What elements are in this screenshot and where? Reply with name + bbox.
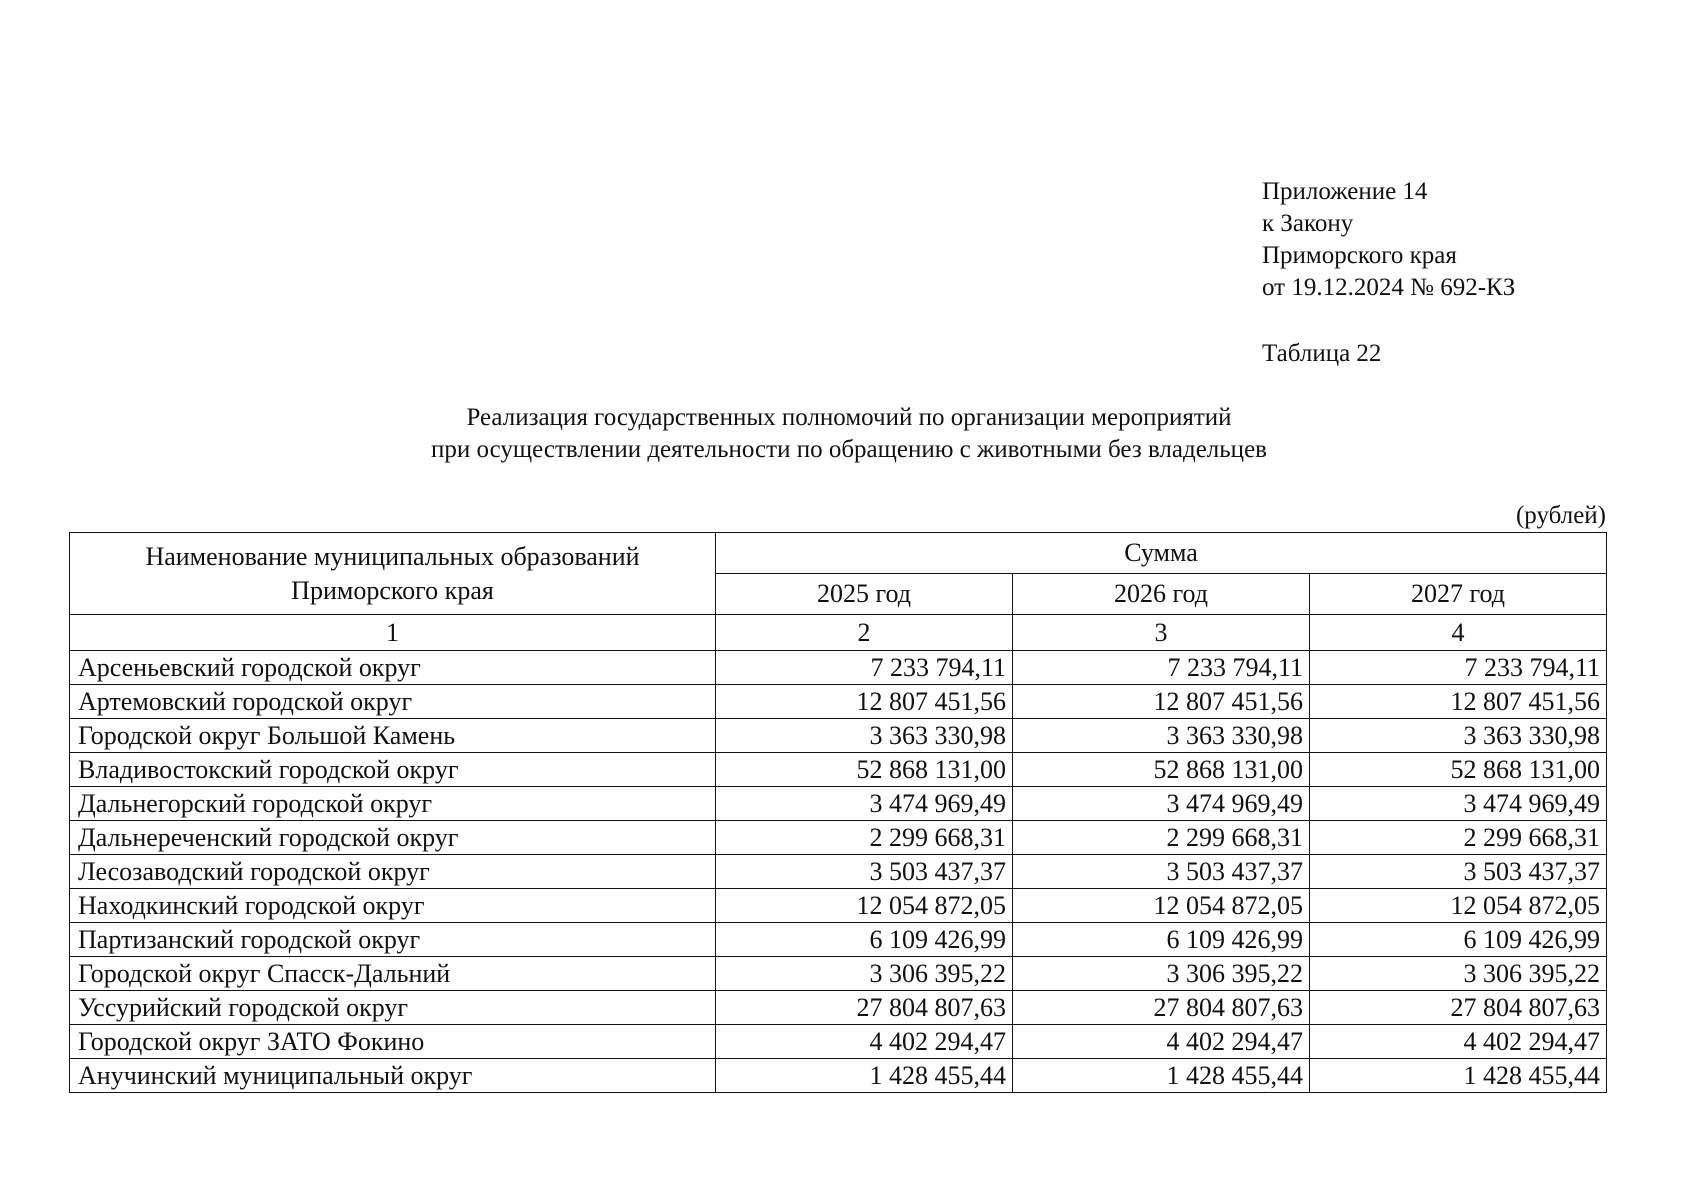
header-municipality-name: Наименование муниципальных образований Приморского края [70, 533, 716, 615]
amount-2025-cell: 12 807 451,56 [716, 685, 1013, 719]
amount-2027-cell: 3 474 969,49 [1310, 787, 1607, 821]
header-sum: Сумма [716, 533, 1607, 574]
municipality-name-cell: Городской округ Спасск-Дальний [70, 957, 716, 991]
amount-2027-cell: 2 299 668,31 [1310, 821, 1607, 855]
units-label: (рублей) [1515, 502, 1606, 529]
appendix-line: к Закону [1262, 210, 1354, 237]
amount-2026-cell: 3 363 330,98 [1013, 719, 1310, 753]
amount-2027-cell: 12 054 872,05 [1310, 889, 1607, 923]
amount-2027-cell: 1 428 455,44 [1310, 1059, 1607, 1093]
appendix-line: от 19.12.2024 № 692-КЗ [1262, 274, 1516, 301]
amount-2027-cell: 6 109 426,99 [1310, 923, 1607, 957]
amount-2027-cell: 12 807 451,56 [1310, 685, 1607, 719]
municipality-name-cell: Владивостокский городской округ [70, 753, 716, 787]
amount-2025-cell: 4 402 294,47 [716, 1025, 1013, 1059]
amount-2027-cell: 7 233 794,11 [1310, 651, 1607, 685]
municipality-name-cell: Арсеньевский городской округ [70, 651, 716, 685]
municipality-name-cell: Дальнегорский городской округ [70, 787, 716, 821]
table-row [70, 889, 1607, 923]
table-number: Таблица 22 [1262, 340, 1382, 367]
header-year-2025: 2025 год [716, 574, 1013, 615]
amount-2025-cell: 3 474 969,49 [716, 787, 1013, 821]
amount-2027-cell: 27 804 807,63 [1310, 991, 1607, 1025]
table-row [70, 855, 1607, 889]
table-row [70, 991, 1607, 1025]
amount-2025-cell: 7 233 794,11 [716, 651, 1013, 685]
column-number-row [70, 615, 1607, 651]
amount-2027-cell: 52 868 131,00 [1310, 753, 1607, 787]
amount-2026-cell: 52 868 131,00 [1013, 753, 1310, 787]
table-row [70, 821, 1607, 855]
municipality-name-cell: Городской округ ЗАТО Фокино [70, 1025, 716, 1059]
table-row [70, 1059, 1607, 1093]
header-year-2026: 2026 год [1013, 574, 1310, 615]
amount-2026-cell: 3 503 437,37 [1013, 855, 1310, 889]
column-number: 1 [70, 615, 716, 651]
amount-2026-cell: 27 804 807,63 [1013, 991, 1310, 1025]
municipality-name-cell: Лесозаводский городской округ [70, 855, 716, 889]
municipality-name-cell: Городской округ Большой Камень [70, 719, 716, 753]
amount-2026-cell: 12 054 872,05 [1013, 889, 1310, 923]
municipality-name-cell: Дальнереченский городской округ [70, 821, 716, 855]
appendix-line: Приморского края [1262, 242, 1457, 269]
amount-2026-cell: 6 109 426,99 [1013, 923, 1310, 957]
appendix-block [1262, 176, 1515, 304]
budget-table [69, 532, 1607, 1093]
document-title-line: Реализация государственных полномочий по организации мероприятий [466, 404, 1232, 431]
amount-2026-cell: 2 299 668,31 [1013, 821, 1310, 855]
table-row [70, 1025, 1607, 1059]
amount-2025-cell: 1 428 455,44 [716, 1059, 1013, 1093]
table-row [70, 719, 1607, 753]
municipality-name-cell: Артемовский городской округ [70, 685, 716, 719]
appendix-line: Приложение 14 [1262, 178, 1428, 205]
amount-2025-cell: 27 804 807,63 [716, 991, 1013, 1025]
amount-2026-cell: 1 428 455,44 [1013, 1059, 1310, 1093]
amount-2026-cell: 3 474 969,49 [1013, 787, 1310, 821]
column-number: 3 [1013, 615, 1310, 651]
amount-2027-cell: 3 363 330,98 [1310, 719, 1607, 753]
amount-2025-cell: 3 306 395,22 [716, 957, 1013, 991]
table-row [70, 787, 1607, 821]
amount-2027-cell: 3 306 395,22 [1310, 957, 1607, 991]
amount-2025-cell: 3 503 437,37 [716, 855, 1013, 889]
amount-2025-cell: 12 054 872,05 [716, 889, 1013, 923]
amount-2026-cell: 7 233 794,11 [1013, 651, 1310, 685]
municipality-name-cell: Анучинский муниципальный округ [70, 1059, 716, 1093]
document-title-line: при осуществлении деятельности по обращению с животными без владельцев [431, 436, 1267, 463]
document-title [0, 402, 1698, 466]
amount-2027-cell: 4 402 294,47 [1310, 1025, 1607, 1059]
amount-2026-cell: 3 306 395,22 [1013, 957, 1310, 991]
amount-2025-cell: 3 363 330,98 [716, 719, 1013, 753]
municipality-name-cell: Уссурийский городской округ [70, 991, 716, 1025]
amount-2025-cell: 2 299 668,31 [716, 821, 1013, 855]
amount-2026-cell: 4 402 294,47 [1013, 1025, 1310, 1059]
header-year-2027: 2027 год [1310, 574, 1607, 615]
column-number: 4 [1310, 615, 1607, 651]
municipality-name-cell: Находкинский городской округ [70, 889, 716, 923]
amount-2025-cell: 6 109 426,99 [716, 923, 1013, 957]
table-row [70, 923, 1607, 957]
column-number: 2 [716, 615, 1013, 651]
amount-2026-cell: 12 807 451,56 [1013, 685, 1310, 719]
table-row [70, 651, 1607, 685]
table-row [70, 685, 1607, 719]
municipality-name-cell: Партизанский городской округ [70, 923, 716, 957]
table-row [70, 957, 1607, 991]
amount-2027-cell: 3 503 437,37 [1310, 855, 1607, 889]
table-row [70, 753, 1607, 787]
amount-2025-cell: 52 868 131,00 [716, 753, 1013, 787]
